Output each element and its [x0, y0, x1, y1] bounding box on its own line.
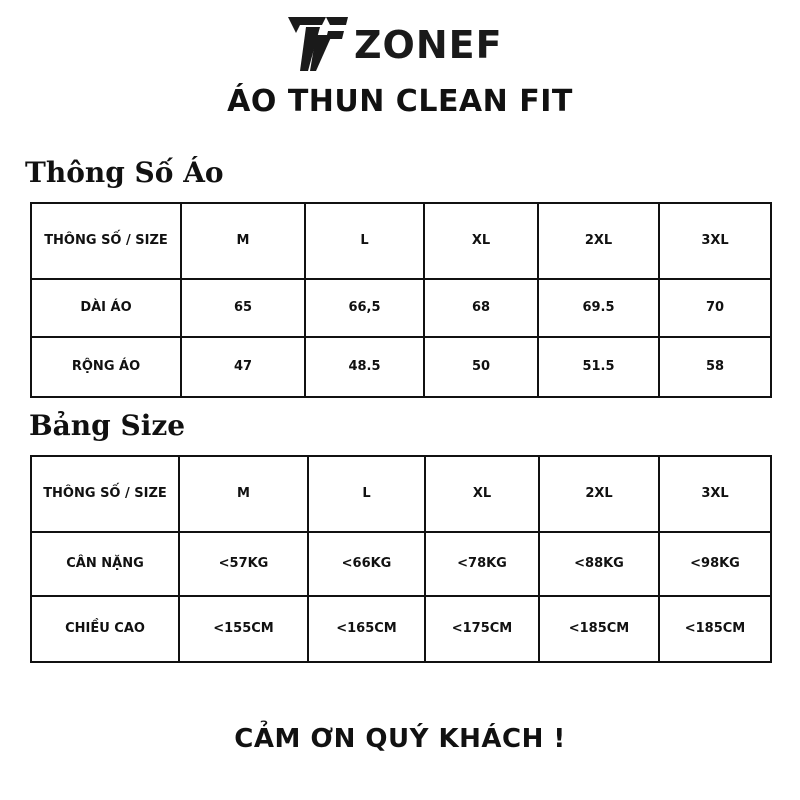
size-table — [30, 455, 772, 663]
table-cell: <155CM — [179, 596, 308, 662]
table-cell: <185CM — [539, 596, 659, 662]
table-cell: 68 — [424, 279, 538, 337]
table-cell: <98KG — [659, 532, 771, 596]
table-cell: <88KG — [539, 532, 659, 596]
table-row — [31, 279, 771, 337]
header-cell: THÔNG SỐ / SIZE — [31, 456, 179, 532]
product-title: ÁO THUN CLEAN FIT — [227, 84, 573, 119]
table-cell: <66KG — [308, 532, 425, 596]
header-cell: 2XL — [539, 456, 659, 532]
row-label: DÀI ÁO — [31, 279, 181, 337]
table-cell: <175CM — [425, 596, 539, 662]
row-label: CÂN NẶNG — [31, 532, 179, 596]
header-cell: XL — [425, 456, 539, 532]
table-cell: 48.5 — [305, 337, 424, 397]
row-label: CHIỀU CAO — [31, 596, 179, 662]
header-cell: M — [181, 203, 305, 279]
header-cell: 2XL — [538, 203, 659, 279]
table-row — [31, 532, 771, 596]
spec-table-title: Thông Số Áo — [25, 156, 224, 189]
size-table-title: Bảng Size — [29, 409, 186, 442]
table-row — [31, 337, 771, 397]
row-label: RỘNG ÁO — [31, 337, 181, 397]
header-cell: 3XL — [659, 203, 771, 279]
table-cell: 58 — [659, 337, 771, 397]
table-cell: <165CM — [308, 596, 425, 662]
header-cell: L — [305, 203, 424, 279]
header-cell: M — [179, 456, 308, 532]
table-cell: 69.5 — [538, 279, 659, 337]
table-header-row — [31, 203, 771, 279]
table-row — [31, 596, 771, 662]
table-header-row — [31, 456, 771, 532]
zf-monogram-icon — [286, 13, 350, 77]
table-cell: 65 — [181, 279, 305, 337]
table-cell: 50 — [424, 337, 538, 397]
header-cell: 3XL — [659, 456, 771, 532]
table-cell: 47 — [181, 337, 305, 397]
table-cell: <185CM — [659, 596, 771, 662]
table-cell: 51.5 — [538, 337, 659, 397]
header-cell: L — [308, 456, 425, 532]
table-cell: 70 — [659, 279, 771, 337]
table-cell: <78KG — [425, 532, 539, 596]
brand-logo — [286, 14, 516, 76]
thank-you-message: CẢM ƠN QUÝ KHÁCH ! — [234, 724, 566, 754]
header-cell: THÔNG SỐ / SIZE — [31, 203, 181, 279]
table-cell: <57KG — [179, 532, 308, 596]
header-cell: XL — [424, 203, 538, 279]
brand-name: ZONEF — [354, 23, 503, 67]
spec-table — [30, 202, 772, 398]
table-cell: 66,5 — [305, 279, 424, 337]
